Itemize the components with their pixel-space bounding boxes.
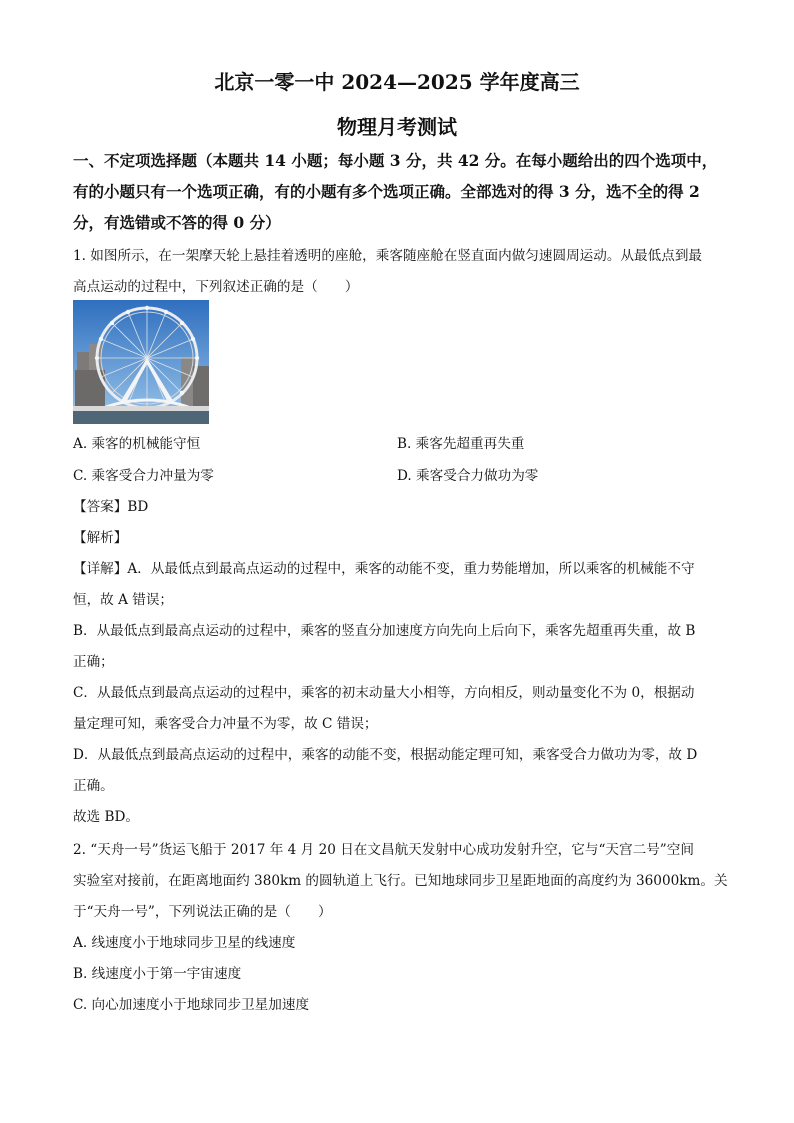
q1-analysis-label: 【解析】 — [73, 530, 128, 546]
q1-detail-line-4: 正确； — [73, 654, 114, 670]
page-title: 北京一零一中 2024—2025 学年度高三 — [214, 70, 580, 94]
q2-stem-line-3: 于“天舟一号”，下列说法正确的是（ ） — [73, 904, 332, 920]
q1-detail-line-8: 正确。 — [73, 778, 114, 794]
q1-detail-line-1: 【详解】A．从最低点到最高点运动的过程中，乘客的动能不变，重力势能增加，所以乘客的机械能不守 — [73, 561, 695, 577]
q2-option-b: B. 线速度小于第一宇宙速度 — [73, 966, 242, 982]
q1-detail-line-3: B．从最低点到最高点运动的过程中，乘客的竖直分加速度方向先向上后向下，乘客先超重再失重，故 B — [73, 623, 696, 639]
q2-option-c: C. 向心加速度小于地球同步卫星加速度 — [73, 997, 310, 1013]
q1-detail-line-6: 量定理可知，乘客受合力冲量不为零，故 C 错误； — [73, 716, 378, 732]
q2-stem-line-2: 实验室对接前，在距离地面约 380km 的圆轨道上飞行。已知地球同步卫星距地面的高度约为 36000km。关 — [73, 873, 728, 889]
q1-detail-line-2: 恒，故 A 错误； — [73, 592, 174, 608]
section-heading: 一、不定项选择题（本题共 14 小题；每小题 3 分，共 42 分。在每小题给出的四个选项中，有的小题只有一个选项正确，有的小题有多个选项正确。全部选对的得 3 分，选不全的得 2 分，有选错或不答的得 0 分） — [73, 151, 718, 232]
q1-conclusion: 故选 BD。 — [73, 809, 139, 825]
q1-option-d: D. 乘客受合力做功为零 — [397, 468, 539, 484]
q2-stem-line-1: 2. “天舟一号”货运飞船于 2017 年 4 月 20 日在文昌航天发射中心成功发射升空，它与“天宫二号”空间 — [73, 842, 694, 858]
q1-answer: 【答案】BD — [73, 499, 149, 515]
q1-option-c: C. 乘客受合力冲量为零 — [73, 468, 214, 484]
q1-stem-line-2: 高点运动的过程中，下列叙述正确的是（ ） — [73, 279, 359, 295]
q1-stem-line-1: 1. 如图所示，在一架摩天轮上悬挂着透明的座舱，乘客随座舱在竖直面内做匀速圆周运动。从最低点到最 — [73, 248, 703, 264]
q1-option-a: A. 乘客的机械能守恒 — [73, 436, 201, 452]
page-subtitle: 物理月考测试 — [337, 115, 457, 139]
q1-detail-line-7: D．从最低点到最高点运动的过程中，乘客的动能不变，根据动能定理可知，乘客受合力做功为零，故 D — [73, 747, 698, 763]
q1-option-b: B. 乘客先超重再失重 — [397, 436, 525, 452]
ferris-wheel-photo — [73, 300, 209, 424]
q2-option-a: A. 线速度小于地球同步卫星的线速度 — [73, 935, 296, 951]
q1-detail-line-5: C．从最低点到最高点运动的过程中，乘客的初末动量大小相等，方向相反，则动量变化不为 0，根据动 — [73, 685, 695, 701]
